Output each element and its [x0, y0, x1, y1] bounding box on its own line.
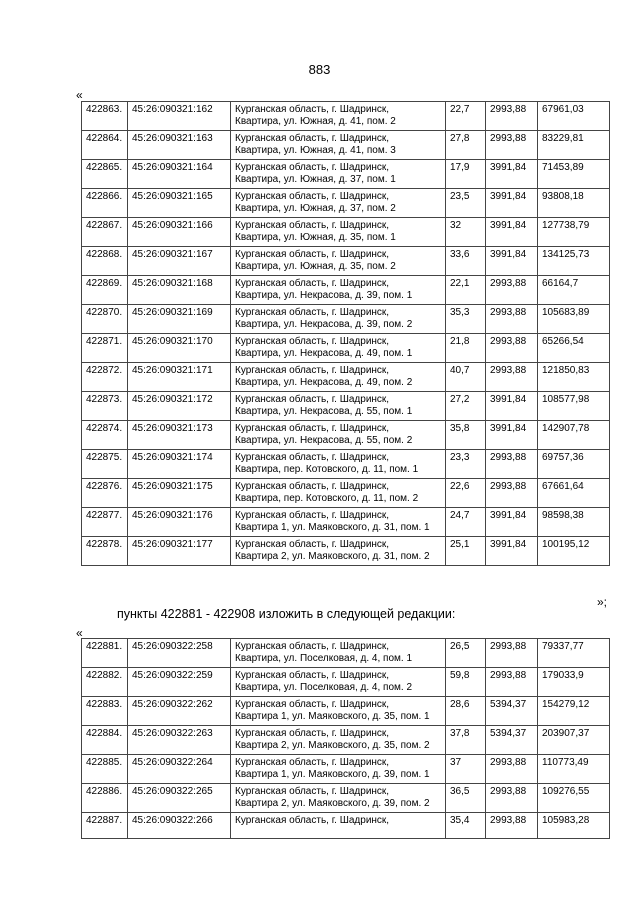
unit-price-cell: 3991,84	[486, 218, 538, 247]
cadastral-value-cell: 179033,9	[538, 668, 610, 697]
area-cell: 24,7	[446, 508, 486, 537]
cadastral-value-cell: 66164,7	[538, 276, 610, 305]
item-number-cell: 422867.	[82, 218, 128, 247]
table-row	[82, 479, 610, 508]
area-cell: 23,3	[446, 450, 486, 479]
cadastral-number-cell: 45:26:090321:170	[128, 334, 231, 363]
item-number-cell: 422864.	[82, 131, 128, 160]
address-line-2: Квартира 2, ул. Маяковского, д. 39, пом. 2	[235, 798, 430, 809]
cadastral-value-cell: 105683,89	[538, 305, 610, 334]
unit-price-cell: 2993,88	[486, 131, 538, 160]
cadastral-number-cell: 45:26:090322:263	[128, 726, 231, 755]
area-cell: 22,1	[446, 276, 486, 305]
address-line-1: Курганская область, г. Шадринск,	[235, 249, 390, 260]
unit-price-cell: 2993,88	[486, 668, 538, 697]
address-cell	[231, 247, 446, 276]
address-line-2: Квартира, пер. Котовского, д. 11, пом. 2	[235, 493, 419, 504]
address-cell	[231, 102, 446, 131]
address-line-1: Курганская область, г. Шадринск,	[235, 481, 390, 492]
address-cell	[231, 508, 446, 537]
table-row	[82, 784, 610, 813]
unit-price-cell: 2993,88	[486, 102, 538, 131]
area-cell: 32	[446, 218, 486, 247]
address-line-2: Квартира 1, ул. Маяковского, д. 35, пом. 1	[235, 711, 430, 722]
address-line-1: Курганская область, г. Шадринск,	[235, 278, 390, 289]
address-line-2: Квартира, ул. Поселковая, д. 4, пом. 2	[235, 682, 413, 693]
cadastral-number-cell: 45:26:090322:258	[128, 639, 231, 668]
address-cell	[231, 305, 446, 334]
cadastral-number-cell: 45:26:090321:175	[128, 479, 231, 508]
address-cell	[231, 392, 446, 421]
item-number-cell: 422878.	[82, 537, 128, 566]
open-quote-1: «	[76, 88, 83, 102]
table-row	[82, 813, 610, 839]
area-cell: 35,8	[446, 421, 486, 450]
table-row	[82, 392, 610, 421]
address-line-2: Квартира, ул. Южная, д. 37, пом. 2	[235, 203, 396, 214]
item-number-cell: 422871.	[82, 334, 128, 363]
item-number-cell: 422872.	[82, 363, 128, 392]
address-line-2: Квартира 2, ул. Маяковского, д. 35, пом. 2	[235, 740, 430, 751]
address-cell	[231, 726, 446, 755]
table-row	[82, 334, 610, 363]
cadastral-number-cell: 45:26:090321:176	[128, 508, 231, 537]
cadastral-value-cell: 203907,37	[538, 726, 610, 755]
unit-price-cell: 2993,88	[486, 334, 538, 363]
address-line-2: Квартира, ул. Некрасова, д. 55, пом. 2	[235, 435, 413, 446]
address-cell	[231, 697, 446, 726]
address-cell	[231, 421, 446, 450]
cadastral-value-cell: 93808,18	[538, 189, 610, 218]
area-cell: 37	[446, 755, 486, 784]
area-cell: 35,3	[446, 305, 486, 334]
item-number-cell: 422874.	[82, 421, 128, 450]
page-number: 883	[308, 62, 331, 77]
address-line-1: Курганская область, г. Шадринск,	[235, 365, 390, 376]
item-number-cell: 422869.	[82, 276, 128, 305]
unit-price-cell: 2993,88	[486, 784, 538, 813]
address-line-2: Квартира, ул. Некрасова, д. 55, пом. 1	[235, 406, 413, 417]
address-line-1: Курганская область, г. Шадринск,	[235, 104, 390, 115]
address-line-1: Курганская область, г. Шадринск,	[235, 539, 390, 550]
item-number-cell: 422887.	[82, 813, 128, 839]
cadastral-value-cell: 69757,36	[538, 450, 610, 479]
address-line-1: Курганская область, г. Шадринск,	[235, 191, 390, 202]
cadastral-number-cell: 45:26:090321:177	[128, 537, 231, 566]
unit-price-cell: 5394,37	[486, 726, 538, 755]
address-line-2: Квартира, ул. Поселковая, д. 4, пом. 1	[235, 653, 413, 664]
item-number-cell: 422877.	[82, 508, 128, 537]
address-line-2: Квартира, ул. Южная, д. 41, пом. 3	[235, 145, 396, 156]
cadastral-number-cell: 45:26:090322:266	[128, 813, 231, 839]
address-line-2: Квартира, ул. Некрасова, д. 39, пом. 1	[235, 290, 413, 301]
amendment-instruction: пункты 422881 - 422908 изложить в следующей редакции:	[117, 607, 456, 621]
address-line-2: Квартира, ул. Некрасова, д. 39, пом. 2	[235, 319, 413, 330]
cadastral-value-cell: 79337,77	[538, 639, 610, 668]
unit-price-cell: 2993,88	[486, 363, 538, 392]
item-number-cell: 422870.	[82, 305, 128, 334]
address-cell	[231, 668, 446, 697]
cadastral-number-cell: 45:26:090322:265	[128, 784, 231, 813]
item-number-cell: 422882.	[82, 668, 128, 697]
address-cell	[231, 639, 446, 668]
address-line-2: Квартира, ул. Южная, д. 41, пом. 2	[235, 116, 396, 127]
area-cell: 27,8	[446, 131, 486, 160]
item-number-cell: 422886.	[82, 784, 128, 813]
cadastral-number-cell: 45:26:090322:259	[128, 668, 231, 697]
unit-price-cell: 3991,84	[486, 392, 538, 421]
table-row	[82, 639, 610, 668]
address-line-1: Курганская область, г. Шадринск,	[235, 162, 390, 173]
item-number-cell: 422876.	[82, 479, 128, 508]
address-line-1: Курганская область, г. Шадринск,	[235, 394, 390, 405]
address-cell	[231, 537, 446, 566]
item-number-cell: 422885.	[82, 755, 128, 784]
address-line-1: Курганская область, г. Шадринск,	[235, 641, 390, 652]
area-cell: 35,4	[446, 813, 486, 839]
unit-price-cell: 3991,84	[486, 160, 538, 189]
area-cell: 26,5	[446, 639, 486, 668]
register-table-2	[81, 638, 610, 839]
item-number-cell: 422866.	[82, 189, 128, 218]
table-row	[82, 537, 610, 566]
item-number-cell: 422873.	[82, 392, 128, 421]
cadastral-value-cell: 121850,83	[538, 363, 610, 392]
cadastral-number-cell: 45:26:090321:171	[128, 363, 231, 392]
address-line-2: Квартира, ул. Некрасова, д. 49, пом. 2	[235, 377, 413, 388]
cadastral-number-cell: 45:26:090321:162	[128, 102, 231, 131]
address-line-1: Курганская область, г. Шадринск,	[235, 786, 390, 797]
area-cell: 25,1	[446, 537, 486, 566]
cadastral-value-cell: 134125,73	[538, 247, 610, 276]
address-line-1: Курганская область, г. Шадринск,	[235, 307, 390, 318]
cadastral-value-cell: 109276,55	[538, 784, 610, 813]
unit-price-cell: 2993,88	[486, 305, 538, 334]
cadastral-number-cell: 45:26:090321:168	[128, 276, 231, 305]
address-line-2: Квартира 1, ул. Маяковского, д. 31, пом. 1	[235, 522, 430, 533]
address-line-1: Курганская область, г. Шадринск,	[235, 815, 390, 826]
address-cell	[231, 131, 446, 160]
register-table-1	[81, 101, 610, 566]
item-number-cell: 422868.	[82, 247, 128, 276]
area-cell: 23,5	[446, 189, 486, 218]
cadastral-number-cell: 45:26:090322:264	[128, 755, 231, 784]
address-line-1: Курганская область, г. Шадринск,	[235, 423, 390, 434]
unit-price-cell: 2993,88	[486, 276, 538, 305]
unit-price-cell: 2993,88	[486, 450, 538, 479]
area-cell: 40,7	[446, 363, 486, 392]
cadastral-value-cell: 67661,64	[538, 479, 610, 508]
cadastral-value-cell: 83229,81	[538, 131, 610, 160]
unit-price-cell: 2993,88	[486, 755, 538, 784]
address-cell	[231, 813, 446, 839]
address-line-1: Курганская область, г. Шадринск,	[235, 699, 390, 710]
table-row	[82, 276, 610, 305]
close-quote: »;	[597, 595, 608, 609]
cadastral-number-cell: 45:26:090322:262	[128, 697, 231, 726]
address-cell	[231, 160, 446, 189]
area-cell: 17,9	[446, 160, 486, 189]
cadastral-value-cell: 71453,89	[538, 160, 610, 189]
area-cell: 22,6	[446, 479, 486, 508]
table-row	[82, 697, 610, 726]
item-number-cell: 422863.	[82, 102, 128, 131]
item-number-cell: 422881.	[82, 639, 128, 668]
cadastral-number-cell: 45:26:090321:167	[128, 247, 231, 276]
table-row	[82, 755, 610, 784]
address-line-1: Курганская область, г. Шадринск,	[235, 510, 390, 521]
cadastral-value-cell: 127738,79	[538, 218, 610, 247]
address-line-1: Курганская область, г. Шадринск,	[235, 336, 390, 347]
address-cell	[231, 479, 446, 508]
address-line-2: Квартира, ул. Южная, д. 37, пом. 1	[235, 174, 396, 185]
item-number-cell: 422884.	[82, 726, 128, 755]
address-cell	[231, 218, 446, 247]
cadastral-value-cell: 98598,38	[538, 508, 610, 537]
unit-price-cell: 3991,84	[486, 247, 538, 276]
address-cell	[231, 189, 446, 218]
address-line-1: Курганская область, г. Шадринск,	[235, 220, 390, 231]
address-cell	[231, 363, 446, 392]
address-line-1: Курганская область, г. Шадринск,	[235, 728, 390, 739]
cadastral-number-cell: 45:26:090321:173	[128, 421, 231, 450]
unit-price-cell: 3991,84	[486, 508, 538, 537]
table-row	[82, 189, 610, 218]
area-cell: 33,6	[446, 247, 486, 276]
open-quote-2: «	[76, 626, 83, 640]
address-cell	[231, 334, 446, 363]
area-cell: 27,2	[446, 392, 486, 421]
address-line-2: Квартира 1, ул. Маяковского, д. 39, пом. 1	[235, 769, 430, 780]
item-number-cell: 422865.	[82, 160, 128, 189]
item-number-cell: 422875.	[82, 450, 128, 479]
table-row	[82, 421, 610, 450]
cadastral-number-cell: 45:26:090321:174	[128, 450, 231, 479]
address-line-2: Квартира, ул. Некрасова, д. 49, пом. 1	[235, 348, 413, 359]
address-line-2: Квартира, пер. Котовского, д. 11, пом. 1	[235, 464, 419, 475]
table-row	[82, 508, 610, 537]
address-line-1: Курганская область, г. Шадринск,	[235, 452, 390, 463]
address-line-2: Квартира, ул. Южная, д. 35, пом. 2	[235, 261, 396, 272]
area-cell: 36,5	[446, 784, 486, 813]
unit-price-cell: 3991,84	[486, 537, 538, 566]
cadastral-number-cell: 45:26:090321:164	[128, 160, 231, 189]
area-cell: 37,8	[446, 726, 486, 755]
area-cell: 28,6	[446, 697, 486, 726]
cadastral-number-cell: 45:26:090321:172	[128, 392, 231, 421]
cadastral-value-cell: 100195,12	[538, 537, 610, 566]
unit-price-cell: 5394,37	[486, 697, 538, 726]
table-row	[82, 102, 610, 131]
address-cell	[231, 755, 446, 784]
unit-price-cell: 3991,84	[486, 189, 538, 218]
cadastral-number-cell: 45:26:090321:163	[128, 131, 231, 160]
table-row	[82, 668, 610, 697]
unit-price-cell: 2993,88	[486, 813, 538, 839]
area-cell: 59,8	[446, 668, 486, 697]
area-cell: 21,8	[446, 334, 486, 363]
cadastral-value-cell: 110773,49	[538, 755, 610, 784]
table-row	[82, 450, 610, 479]
table-row	[82, 305, 610, 334]
table-row	[82, 218, 610, 247]
address-cell	[231, 276, 446, 305]
unit-price-cell: 2993,88	[486, 639, 538, 668]
cadastral-value-cell: 105983,28	[538, 813, 610, 839]
table-row	[82, 247, 610, 276]
cadastral-value-cell: 142907,78	[538, 421, 610, 450]
item-number-cell: 422883.	[82, 697, 128, 726]
table-row	[82, 363, 610, 392]
cadastral-number-cell: 45:26:090321:169	[128, 305, 231, 334]
table-row	[82, 726, 610, 755]
cadastral-value-cell: 154279,12	[538, 697, 610, 726]
address-line-1: Курганская область, г. Шадринск,	[235, 133, 390, 144]
cadastral-number-cell: 45:26:090321:165	[128, 189, 231, 218]
address-line-2: Квартира 2, ул. Маяковского, д. 31, пом. 2	[235, 551, 430, 562]
cadastral-value-cell: 67961,03	[538, 102, 610, 131]
cadastral-number-cell: 45:26:090321:166	[128, 218, 231, 247]
address-cell	[231, 784, 446, 813]
cadastral-value-cell: 65266,54	[538, 334, 610, 363]
address-cell	[231, 450, 446, 479]
cadastral-value-cell: 108577,98	[538, 392, 610, 421]
table-row	[82, 160, 610, 189]
address-line-1: Курганская область, г. Шадринск,	[235, 757, 390, 768]
area-cell: 22,7	[446, 102, 486, 131]
address-line-2: Квартира, ул. Южная, д. 35, пом. 1	[235, 232, 396, 243]
address-line-1: Курганская область, г. Шадринск,	[235, 670, 390, 681]
unit-price-cell: 2993,88	[486, 479, 538, 508]
unit-price-cell: 3991,84	[486, 421, 538, 450]
table-row	[82, 131, 610, 160]
